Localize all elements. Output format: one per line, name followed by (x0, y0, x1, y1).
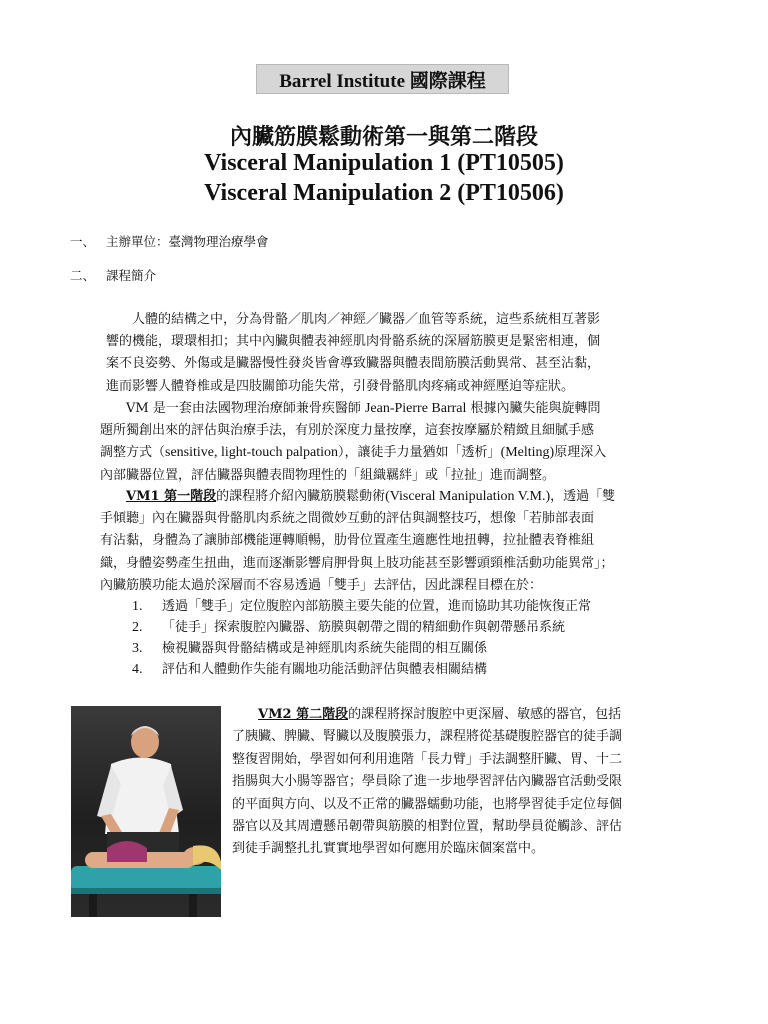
text-line (100, 398, 700, 420)
list-item-number: 4. (132, 662, 143, 677)
text-run: VM 是一套由法國物理治療師兼骨疾醫師 (100, 401, 365, 416)
text-run: Jean-Pierre Barral (364, 401, 467, 416)
course-title-en-1: Visceral Manipulation 1 (PT10505) (204, 150, 564, 176)
text-line: 內部臟器位置，評估臟器與體表間物理性的「組織羈絆」或「拉扯」進而調整。 (100, 467, 556, 483)
course-title-en-2: Visceral Manipulation 2 (PT10506) (204, 180, 564, 206)
text-line (232, 704, 702, 726)
text-line: 指腸與大小腸等器官；學員除了進一步地學習評估內臟器官活動受限 (232, 774, 623, 790)
text-line: 人體的結構之中，分為骨骼／肌肉／神經／臟器／血管等系統，這些系統相互著影 (106, 312, 601, 327)
intro-paragraph-2 (100, 398, 700, 487)
text-run: ），讓徒手力量猶如「透析」 (338, 445, 501, 461)
text-line: 響的機能，環環相扣；其中內臟與體表神經肌肉骨骼系統的深層筋膜更是緊密相連，個 (106, 334, 601, 350)
text-line: 進而影響人體脊椎或是四肢關節功能失常，引發骨骼肌肉疼痛或神經壓迫等症狀。 (106, 378, 575, 394)
list-item-text: 評估和人體動作失能有關地功能活動評估與體表相關結構 (162, 662, 488, 677)
text-line: 器官以及其周遭懸吊韌帶與筋膜的相對位置，幫助學員從觸診、評估 (232, 819, 623, 835)
text-run: (Visceral Manipulation V.M.) (385, 489, 551, 504)
text-line: 題所獨創出來的評估與治療手法，有別於深度力量按摩，這套按摩屬於精緻且細膩手感 (100, 423, 595, 439)
text-line: 織，身體姿勢產生扭曲，進而逐漸影響肩胛骨與上肢功能甚至影響頭頸椎活動功能異常」； (100, 555, 614, 571)
list-item-number: 2. (132, 620, 143, 635)
vm2-paragraph (232, 704, 702, 861)
text-run: 的課程將介紹內臟筋膜鬆動術 (216, 489, 386, 504)
text-run: ，透過「雙 (550, 489, 616, 504)
section-text: 主辦單位：臺灣物理治療學會 (106, 234, 269, 249)
text-line: 的平面與方向、以及不正常的臟器蠕動功能，也將學習徒手定位每個 (232, 796, 623, 812)
list-item-text: 檢視臟器與骨骼結構或是神經肌肉系統失能間的相互關係 (162, 641, 488, 656)
institute-header (256, 64, 509, 94)
list-item-text: 「徒手」探索腹腔內臟器、筋膜與韌帶之間的精細動作與韌帶懸吊系統 (162, 620, 566, 635)
list-item-number: 3. (132, 641, 143, 656)
text-line: 整復習開始，學習如何利用進階「長力臂」手法調整肝臟、胃、十二 (232, 751, 623, 767)
text-run: 調整方式（ (100, 445, 166, 461)
text-line: 內臟筋膜功能太過於深層而不容易透過「雙手」去評估，因此課程目標在於： (100, 577, 543, 593)
text-line: 到徒手調整扎扎實實地學習如何應用於臨床個案當中。 (232, 841, 545, 857)
text-run: (Melting) (500, 445, 555, 461)
section-organizer (70, 232, 269, 250)
vm1-label: VM1 第一階段 (126, 489, 217, 504)
text-run: 的課程將探討腹腔中更深層、敏感的器官，包括 (348, 707, 622, 722)
intro-paragraph-1 (106, 309, 700, 398)
section-intro-heading (70, 266, 156, 284)
section-number: 一、 (70, 234, 96, 249)
therapist-illustration (71, 706, 221, 917)
text-run: sensitive, light-touch palpation (165, 445, 339, 461)
course-title-zh: 內臟筋膜鬆動術第一與第二階段 (229, 124, 538, 150)
list-item (132, 638, 591, 659)
text-line: 案不良姿勢、外傷或是臟器慢性發炎皆會導致臟器與體表間筋膜活動異常、甚至沾黏， (106, 356, 601, 372)
list-item-text: 透過「雙手」定位腹腔內部筋膜主要失能的位置，進而協助其功能恢復正常 (162, 599, 592, 614)
vm1-paragraph (100, 486, 710, 597)
list-item (132, 617, 591, 638)
vm2-label: VM2 第二階段 (258, 707, 349, 722)
text-line (100, 486, 710, 508)
text-line: 手傾聽」內在臟器與骨骼肌肉系統之間微妙互動的評估與調整技巧，想像「若肺部表面 (100, 511, 595, 527)
institute-header-text: Barrel Institute 國際課程 (279, 70, 486, 92)
list-item (132, 596, 591, 617)
list-item (132, 659, 591, 680)
text-line: 有沾黏，身體為了讓肺部機能運轉順暢，肋骨位置產生適應性地扭轉，拉扯體表脊椎組 (100, 533, 595, 549)
list-item-number: 1. (132, 599, 143, 614)
section-number: 二、 (70, 268, 96, 283)
text-line: 了胰臟、脾臟、腎臟以及腹膜張力，課程將從基礎腹腔器官的徒手調 (232, 729, 623, 745)
text-line (100, 442, 700, 464)
therapist-photo (71, 706, 221, 917)
course-goals-list (132, 596, 591, 680)
text-run: 原理深入 (554, 445, 607, 461)
text-run: 根據內臟失能與旋轉問 (466, 401, 601, 416)
section-text: 課程簡介 (106, 268, 157, 283)
